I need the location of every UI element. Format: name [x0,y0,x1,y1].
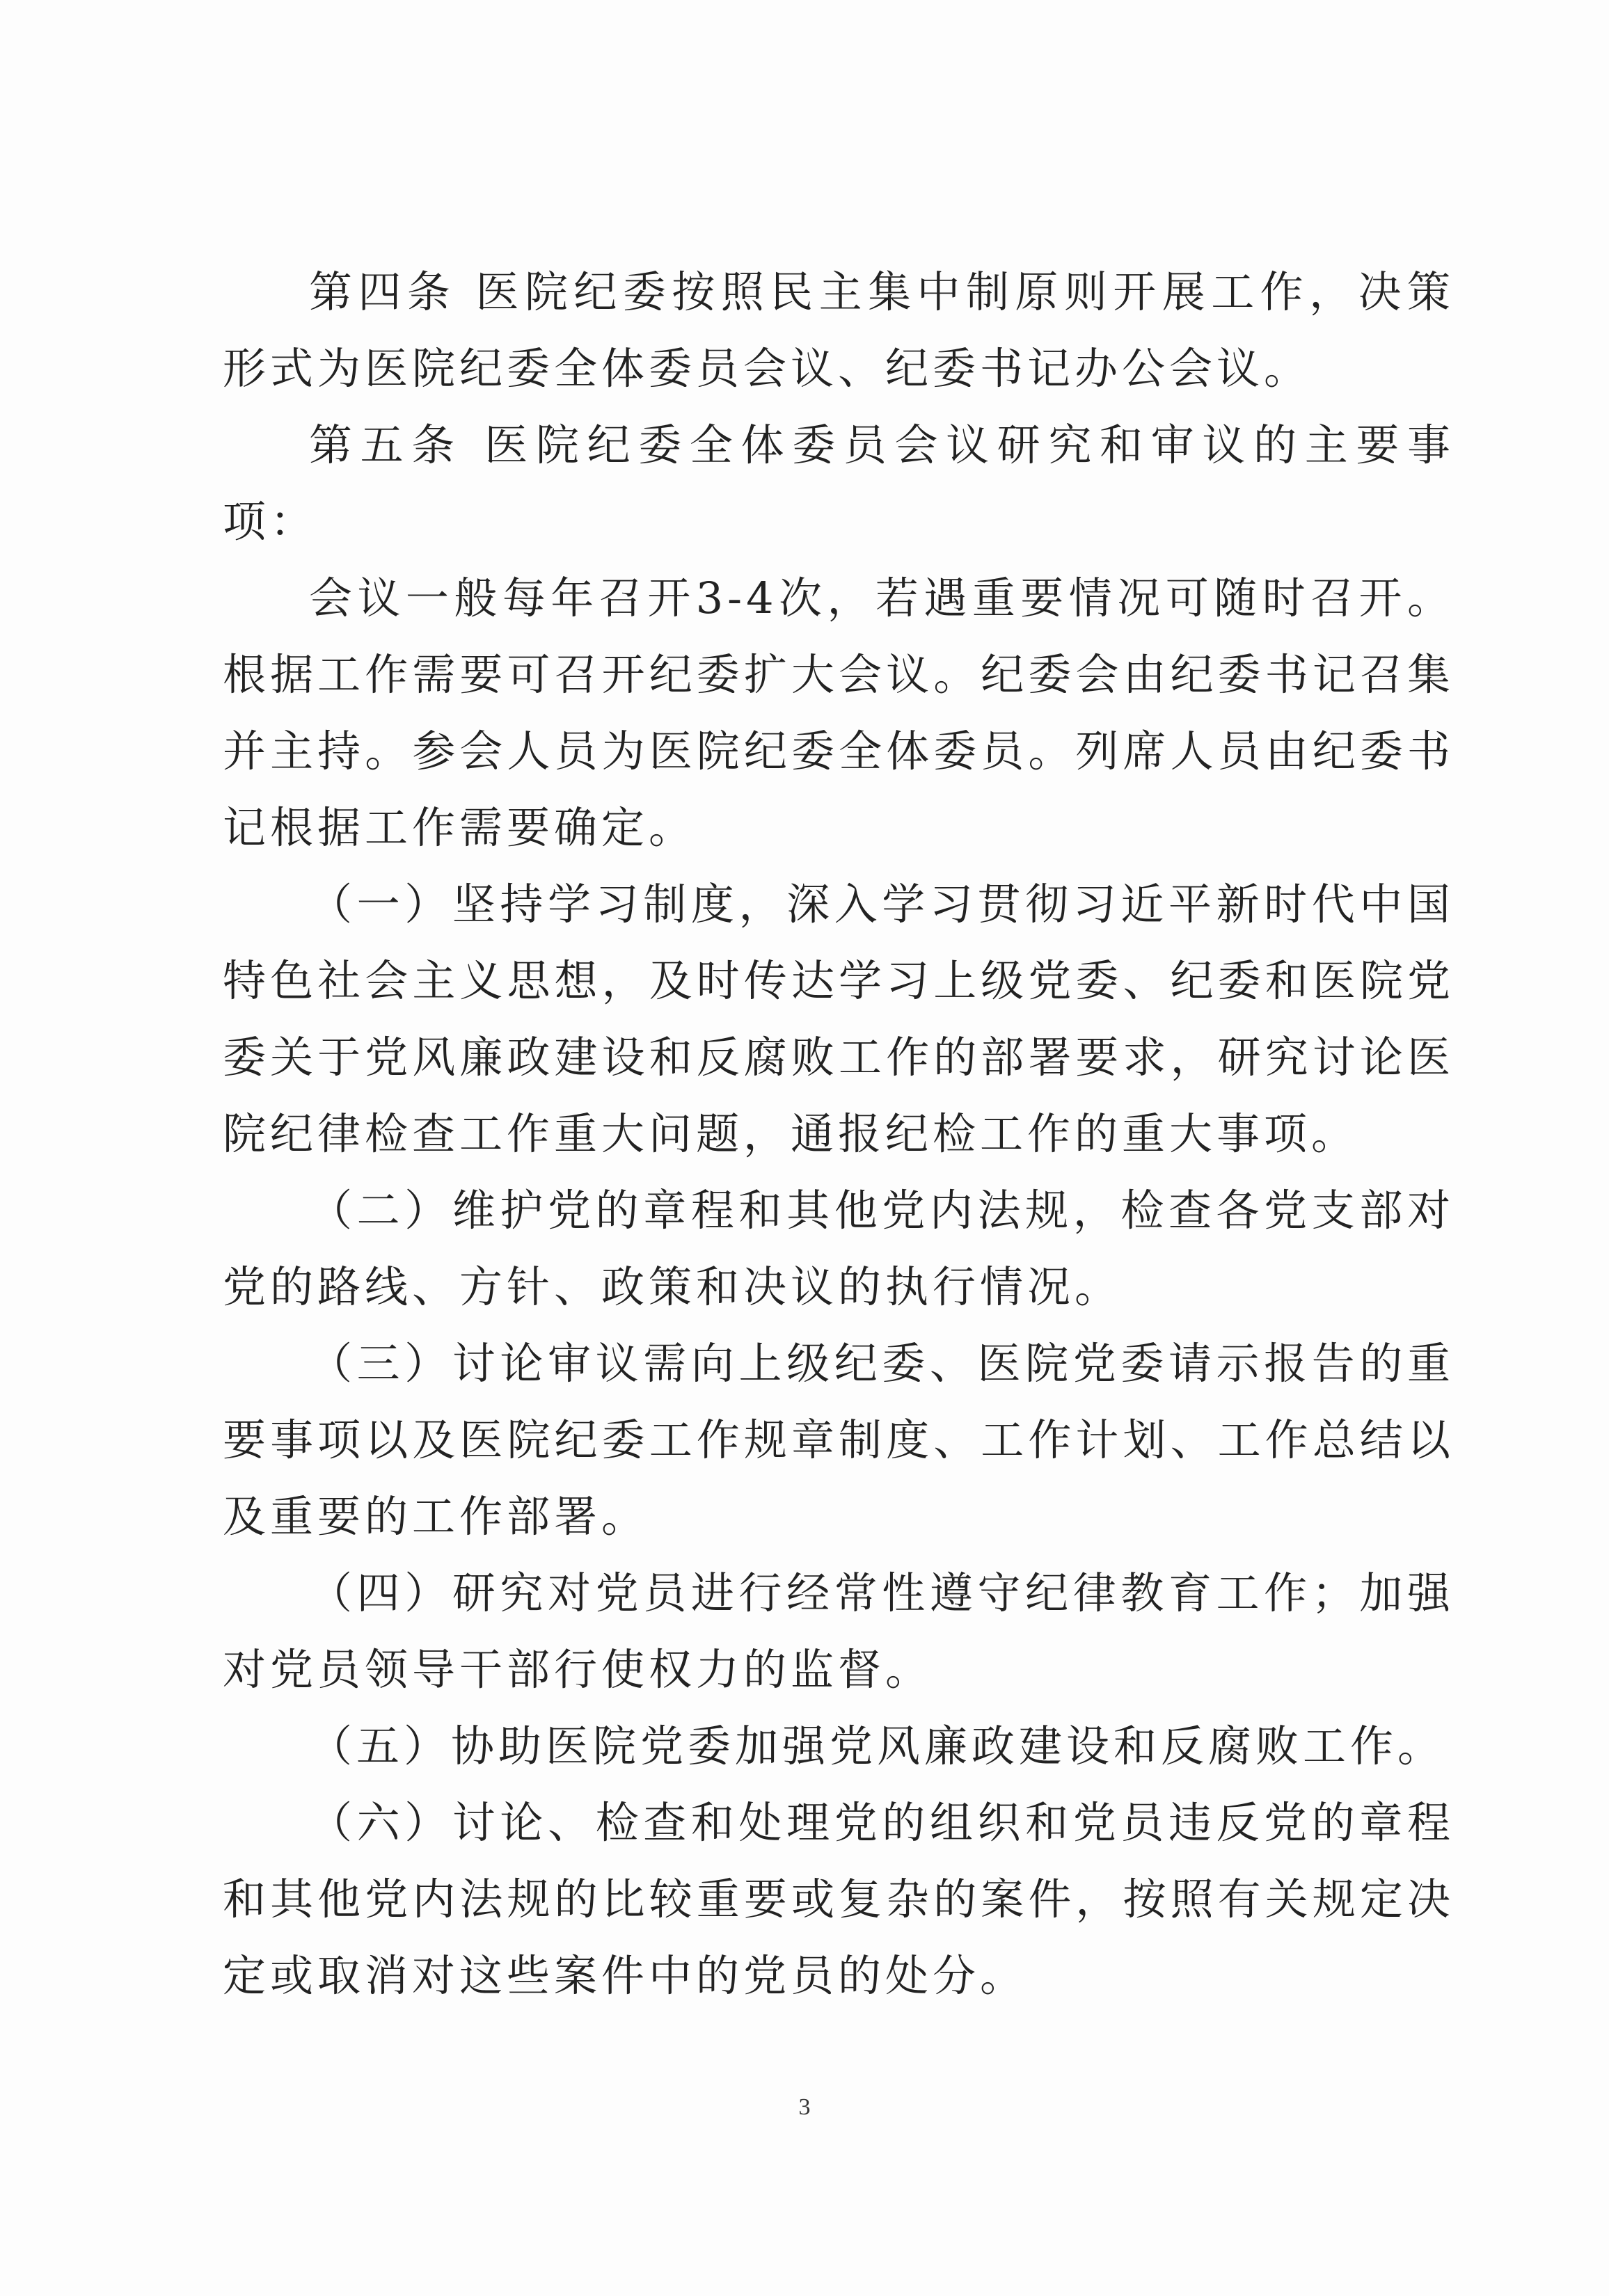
item-3-paragraph: （三）讨论审议需向上级纪委、医院党委请示报告的重要事项以及医院纪委工作规章制度、工作计划、工作总结以及重要的工作部署。 [223,1338,1455,1542]
meeting-rules-paragraph: 会议一般每年召开3-4次，若遇重要情况可随时召开。根据工作需要可召开纪委扩大会议。纪委会由纪委书记召集并主持。参会人员为医院纪委全体委员。列席人员由纪委书记根据工作需要确定。 [223,573,1455,853]
page-number: 3 [798,2094,811,2120]
article-4-paragraph: 第四条 医院纪委按照民主集中制原则开展工作，决策形式为医院纪委全体委员会议、纪委书记办公会议。 [223,266,1455,394]
article-5-paragraph: 第五条 医院纪委全体委员会议研究和审议的主要事项： [223,420,1455,547]
document-body [223,254,1455,2014]
item-5-paragraph: （五）协助医院党委加强党风廉政建设和反腐败工作。 [309,1721,1445,1771]
item-6-paragraph: （六）讨论、检查和处理党的组织和党员违反党的章程和其他党内法规的比较重要或复杂的案件，按照有关规定决定或取消对这些案件中的党员的处分。 [223,1797,1455,2001]
item-1-paragraph: （一）坚持学习制度，深入学习贯彻习近平新时代中国特色社会主义思想，及时传达学习上级党委、纪委和医院党委关于党风廉政建设和反腐败工作的部署要求，研究讨论医院纪律检查工作重大问题，通报纪检工作的重大事项。 [223,879,1455,1159]
item-2-paragraph: （二）维护党的章程和其他党内法规，检查各党支部对党的路线、方针、政策和决议的执行情况。 [223,1185,1455,1312]
item-4-paragraph: （四）研究对党员进行经常性遵守纪律教育工作；加强对党员领导干部行使权力的监督。 [223,1568,1455,1695]
